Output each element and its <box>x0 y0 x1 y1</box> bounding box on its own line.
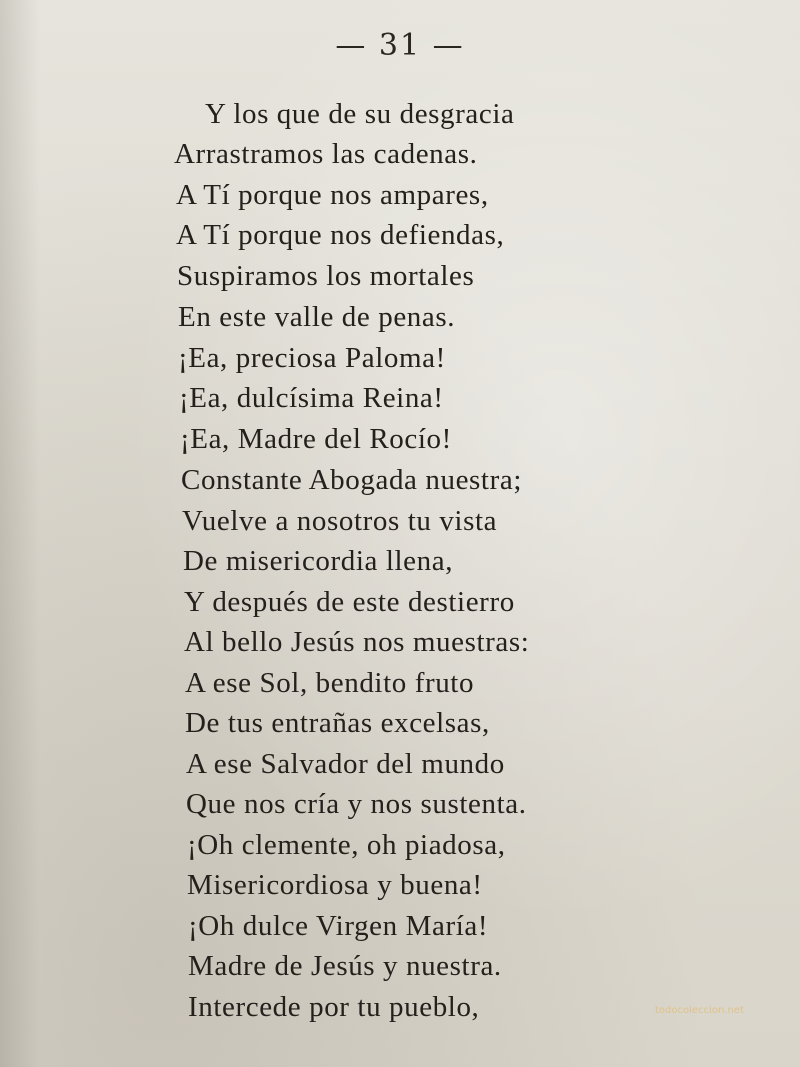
verse-line: ¡Oh clemente, oh piadosa, <box>187 829 506 861</box>
verse-line: ¡Ea, Madre del Rocío! <box>180 423 452 455</box>
verse-line: Arrastramos las cadenas. <box>174 138 478 170</box>
verse-line: De tus entrañas excelsas, <box>185 707 490 739</box>
watermark: todocoleccion.net <box>655 1005 744 1016</box>
verse-line: Que nos cría y nos sustenta. <box>186 788 527 820</box>
verse-line: Constante Abogada nuestra; <box>181 464 522 496</box>
verse-line: A Tí porque nos ampares, <box>176 179 489 211</box>
verse-line: Madre de Jesús y nuestra. <box>188 950 502 982</box>
verse-line: A ese Salvador del mundo <box>186 748 505 780</box>
page-edge-shadow <box>0 0 40 1067</box>
verse-line: ¡Ea, dulcísima Reina! <box>179 382 444 414</box>
verse-line: En este valle de penas. <box>178 301 456 333</box>
verse-line: Y los que de su desgracia <box>205 98 515 130</box>
verse-line: Al bello Jesús nos muestras: <box>184 626 530 658</box>
verse-line: Intercede por tu pueblo, <box>188 991 480 1023</box>
verse-line: A Tí porque nos defiendas, <box>176 219 505 251</box>
verse-line: Suspiramos los mortales <box>177 260 475 292</box>
verse-line: A ese Sol, bendito fruto <box>185 667 475 699</box>
verse-line: Vuelve a nosotros tu vista <box>182 505 498 537</box>
verse-line: De misericordia llena, <box>183 545 454 577</box>
verse-line: ¡Ea, preciosa Paloma! <box>178 342 446 374</box>
verse-line: Y después de este destierro <box>184 586 515 618</box>
verse-line: Misericordiosa y buena! <box>187 869 483 901</box>
verse-line: ¡Oh dulce Virgen María! <box>188 910 489 942</box>
page-number: — 31 — <box>335 28 465 63</box>
